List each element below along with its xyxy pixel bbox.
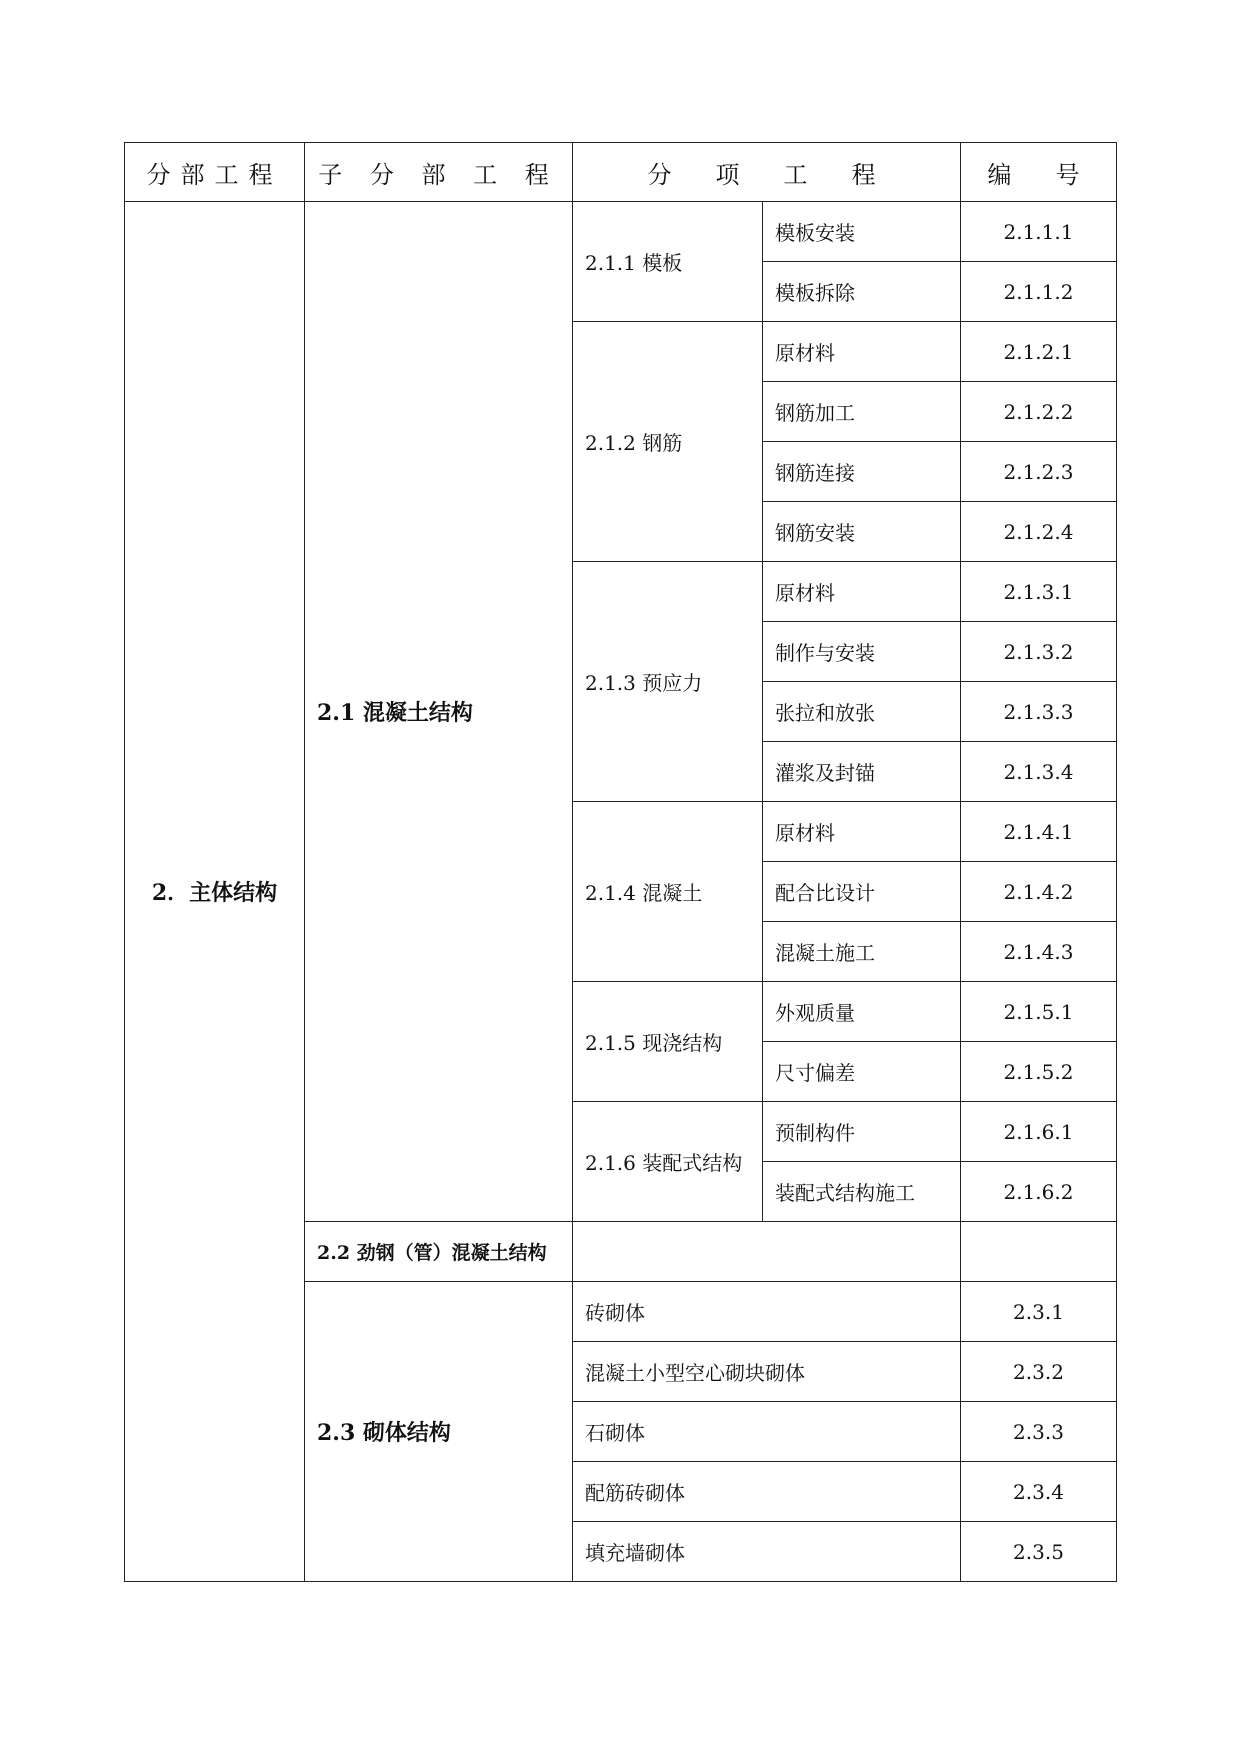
code-cell: 2.3.1	[961, 1282, 1117, 1342]
code-cell: 2.1.4.3	[961, 922, 1117, 982]
sub-item-group-cell: 2.1.1 模板	[573, 202, 763, 322]
sub-item-cell: 钢筋连接	[763, 442, 961, 502]
code-cell: 2.1.1.2	[961, 262, 1117, 322]
sub-item-cell: 混凝土施工	[763, 922, 961, 982]
sub-item-cell: 尺寸偏差	[763, 1042, 961, 1102]
header-division: 分部工程	[125, 143, 305, 202]
code-cell: 2.1.5.1	[961, 982, 1117, 1042]
sub-item-group-cell: 2.1.5 现浇结构	[573, 982, 763, 1102]
code-cell: 2.1.2.1	[961, 322, 1117, 382]
sub-item-cell: 石砌体	[573, 1402, 961, 1462]
sub-item-group-cell: 2.1.2 钢筋	[573, 322, 763, 562]
header-sub-item: 分 项 工 程	[573, 143, 961, 202]
sub-item-cell: 模板安装	[763, 202, 961, 262]
sub-item-cell: 钢筋安装	[763, 502, 961, 562]
code-cell: 2.3.3	[961, 1402, 1117, 1462]
sub-item-cell: 填充墙砌体	[573, 1522, 961, 1582]
sub-item-cell: 砖砌体	[573, 1282, 961, 1342]
sub-item-cell: 原材料	[763, 322, 961, 382]
sub-item-cell: 原材料	[763, 802, 961, 862]
code-cell: 2.1.4.1	[961, 802, 1117, 862]
sub-item-cell: 装配式结构施工	[763, 1162, 961, 1222]
code-cell: 2.1.1.1	[961, 202, 1117, 262]
project-division-table	[124, 142, 1117, 1582]
code-cell: 2.1.3.1	[961, 562, 1117, 622]
table-row	[125, 202, 1117, 262]
sub-division-cell: 2.1 混凝土结构	[305, 202, 573, 1222]
table-body	[125, 143, 1117, 1582]
code-cell: 2.3.5	[961, 1522, 1117, 1582]
sub-item-cell: 钢筋加工	[763, 382, 961, 442]
sub-item-cell: 外观质量	[763, 982, 961, 1042]
header-sub-division: 子 分 部 工 程	[305, 143, 573, 202]
sub-item-cell: 制作与安装	[763, 622, 961, 682]
code-cell: 2.3.2	[961, 1342, 1117, 1402]
header-row	[125, 143, 1117, 202]
sub-item-cell: 原材料	[763, 562, 961, 622]
sub-item-cell: 混凝土小型空心砌块砌体	[573, 1342, 961, 1402]
sub-item-group-cell: 2.1.6 装配式结构	[573, 1102, 763, 1222]
sub-division-cell: 2.3 砌体结构	[305, 1282, 573, 1582]
code-cell: 2.1.6.1	[961, 1102, 1117, 1162]
code-cell: 2.1.2.3	[961, 442, 1117, 502]
division-cell: 2．主体结构	[125, 202, 305, 1582]
code-cell: 2.1.4.2	[961, 862, 1117, 922]
sub-division-cell: 2.2 劲钢（管）混凝土结构	[305, 1222, 573, 1282]
code-cell: 2.1.3.4	[961, 742, 1117, 802]
sub-item-cell: 张拉和放张	[763, 682, 961, 742]
sub-item-cell: 灌浆及封锚	[763, 742, 961, 802]
sub-item-group-cell: 2.1.4 混凝土	[573, 802, 763, 982]
code-cell: 2.1.3.2	[961, 622, 1117, 682]
sub-item-cell: 配筋砖砌体	[573, 1462, 961, 1522]
sub-item-cell: 预制构件	[763, 1102, 961, 1162]
code-cell: 2.1.2.4	[961, 502, 1117, 562]
code-cell: 2.3.4	[961, 1462, 1117, 1522]
code-cell: 2.1.5.2	[961, 1042, 1117, 1102]
header-code: 编 号	[961, 143, 1117, 202]
empty-code-cell	[961, 1222, 1117, 1282]
code-cell: 2.1.2.2	[961, 382, 1117, 442]
sub-item-cell: 模板拆除	[763, 262, 961, 322]
code-cell: 2.1.6.2	[961, 1162, 1117, 1222]
sub-item-cell: 配合比设计	[763, 862, 961, 922]
empty-sub-item-cell	[573, 1222, 961, 1282]
sub-item-group-cell: 2.1.3 预应力	[573, 562, 763, 802]
code-cell: 2.1.3.3	[961, 682, 1117, 742]
